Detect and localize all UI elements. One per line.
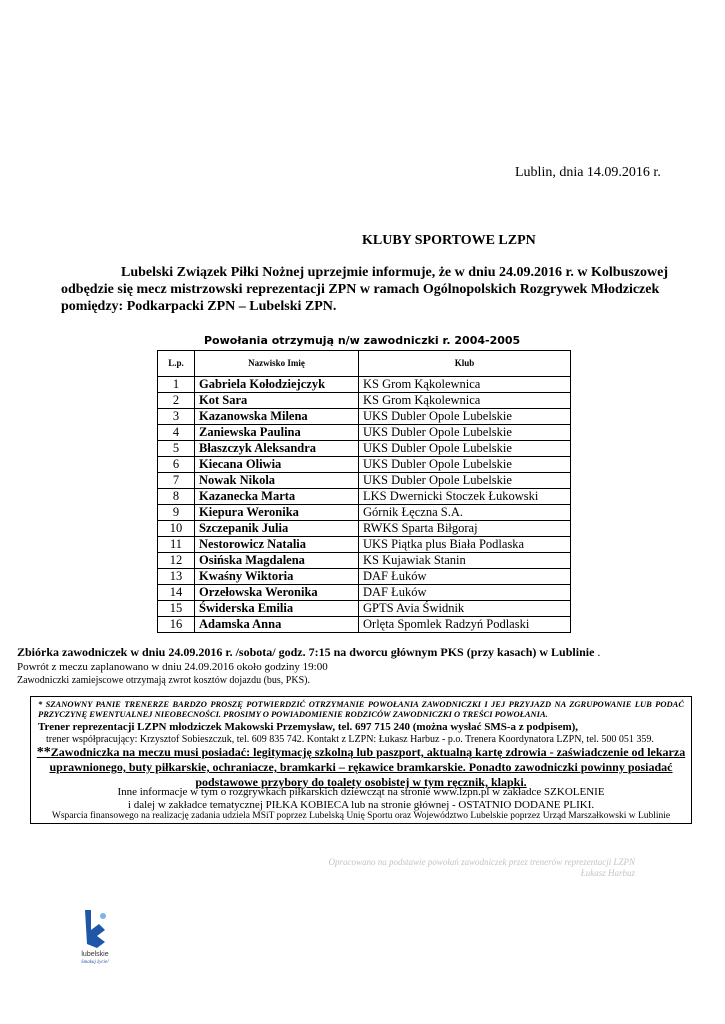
row-number: 12 <box>158 553 195 569</box>
player-club: UKS Dubler Opole Lubelskie <box>359 473 571 489</box>
player-name: Kot Sara <box>195 393 359 409</box>
lubelskie-logo <box>75 906 115 966</box>
player-name: Błaszczyk Aleksandra <box>195 441 359 457</box>
player-name: Kazanowska Milena <box>195 409 359 425</box>
player-club: UKS Dubler Opole Lubelskie <box>359 425 571 441</box>
intro-paragraph <box>61 264 701 315</box>
table-row <box>158 425 571 441</box>
document-date: Lublin, dnia 14.09.2016 r. <box>515 165 661 180</box>
player-club: Górnik Łęczna S.A. <box>359 505 571 521</box>
player-name: Nestorowicz Natalia <box>195 537 359 553</box>
row-number: 9 <box>158 505 195 521</box>
table-row <box>158 617 571 633</box>
player-club: KS Kujawiak Stanin <box>359 553 571 569</box>
costs-info: Zawodniczki zamiejscowe otrzymają zwrot kosztów dojazdu (bus, PKS). <box>17 675 310 686</box>
table-row <box>158 553 571 569</box>
gathering-text: Zbiórka zawodniczek w dniu 24.09.2016 r. /sobota/ godz. 7:15 na dworcu głównym PKS (przy kasach) w Lublinie <box>17 645 595 659</box>
info-line-2: i dalej w zakładce tematycznej PIŁKA KOBIECA lub na stronie głównej - OSTATNIO DODANE PLIKI. <box>127 799 595 811</box>
return-info: Powrót z meczu zaplanowano w dniu 24.09.2016 około godziny 19:00 <box>17 661 328 673</box>
player-club: KS Grom Kąkolewnica <box>359 377 571 393</box>
table-row <box>158 409 571 425</box>
player-club: UKS Dubler Opole Lubelskie <box>359 457 571 473</box>
row-number: 2 <box>158 393 195 409</box>
watermark <box>300 857 635 879</box>
player-name: Kiepura Weronika <box>195 505 359 521</box>
player-name: Gabriela Kołodziejczyk <box>195 377 359 393</box>
logo-dot <box>100 913 106 919</box>
table-row <box>158 505 571 521</box>
intro-text: Lubelski Związek Piłki Nożnej uprzejmie informuje, że w dniu 24.09.2016 r. w Kolbuszowej odbędzie się mecz mistrzowski reprezentacji ZPN w ramach Ogólnopolskich Rozgrywek Młodziczek pomiędzy: Podkarpacki ZPN – Lubelski ZPN. <box>61 265 669 314</box>
requirements <box>34 745 688 790</box>
row-number: 11 <box>158 537 195 553</box>
info-line-1: Inne informacje w tym o rozgrywkach piłkarskich dziewcząt na stronie www.lzpn.pl w zakładce SZKOLENIE <box>117 786 605 798</box>
requirements-stars: ** <box>36 745 51 760</box>
player-club: UKS Dubler Opole Lubelskie <box>359 409 571 425</box>
table-row <box>158 377 571 393</box>
player-name: Nowak Nikola <box>195 473 359 489</box>
watermark-line-1: Opracowano na podstawie powołań zawodniczek przez trenerów reprezentacji LZPN <box>328 857 635 867</box>
logo-text: lubelskie <box>81 951 109 958</box>
player-name: Kiecana Oliwia <box>195 457 359 473</box>
player-club: DAF Łuków <box>359 569 571 585</box>
row-number: 6 <box>158 457 195 473</box>
players-table <box>157 350 571 633</box>
player-club: GPTS Avia Świdnik <box>359 601 571 617</box>
row-number: 8 <box>158 489 195 505</box>
player-club: DAF Łuków <box>359 585 571 601</box>
player-club: KS Grom Kąkolewnica <box>359 393 571 409</box>
requirements-text: Zawodniczka na meczu musi posiadać: legitymację szkolną lub paszport, aktualną kartę zdrowia - zaświadczenie od lekarza uprawnionego, buty piłkarskie, ochraniacze, bramkarki – rękawice bramkarskie. Ponadto zawodniczki powinny posiadać podstawowe przybory do toalety osobistej w tym ręcznik, klapki. <box>49 745 686 789</box>
player-name: Adamska Anna <box>195 617 359 633</box>
coach-notice: * SZANOWNY PANIE TRENERZE BARDZO PROSZĘ POTWIERDZIĆ OTRZYMANIE POWOŁANIA ZAWODNICZKI I JEJ PRZYJAZD NA ZGRUPOWANIE LUB PODAĆ PRZYCZYNĘ EWENTUALNEJ NIEOBECNOŚCI. PROSIMY O POWIADOMIENIE RODZICÓW ZAWODNICZKI O TREŚCI POWOŁANIA. <box>38 699 684 719</box>
table-caption: Powołania otrzymują n/w zawodniczki r. 2004-2005 <box>204 334 521 347</box>
table-header-row <box>158 351 571 377</box>
player-club: UKS Piątka plus Biała Podlaska <box>359 537 571 553</box>
table-row <box>158 473 571 489</box>
row-number: 7 <box>158 473 195 489</box>
row-number: 16 <box>158 617 195 633</box>
player-name: Zaniewska Paulina <box>195 425 359 441</box>
player-name: Kwaśny Wiktoria <box>195 569 359 585</box>
header-name: Nazwisko Imię <box>195 351 359 377</box>
table-row <box>158 601 571 617</box>
table-row <box>158 569 571 585</box>
row-number: 14 <box>158 585 195 601</box>
row-number: 13 <box>158 569 195 585</box>
header-club: Klub <box>359 351 571 377</box>
table-row <box>158 585 571 601</box>
player-club: UKS Dubler Opole Lubelskie <box>359 441 571 457</box>
logo-tagline: Smakuj życie! <box>81 960 109 965</box>
table-body <box>158 377 571 633</box>
row-number: 4 <box>158 425 195 441</box>
trainer-contact: Trener reprezentacji LZPN młodziczek Makowski Przemysław, tel. 697 715 240 (można wysłać SMS-a z podpisem), <box>38 721 579 733</box>
row-number: 5 <box>158 441 195 457</box>
player-club: RWKS Sparta Biłgoraj <box>359 521 571 537</box>
row-number: 10 <box>158 521 195 537</box>
player-name: Orzełowska Weronika <box>195 585 359 601</box>
cotrainer-contact: trener współpracujący: Krzysztof Sobieszczuk, tel. 609 835 742. Kontakt z LZPN: Łukasz Harbuz - p.o. Trenera Koordynatora LZPN, tel. 500 051 359. <box>46 734 654 745</box>
player-name: Świderska Emilia <box>195 601 359 617</box>
row-number: 1 <box>158 377 195 393</box>
table-row <box>158 457 571 473</box>
gathering-info <box>17 645 600 660</box>
row-number: 15 <box>158 601 195 617</box>
player-club: LKS Dwernicki Stoczek Łukowski <box>359 489 571 505</box>
table-row <box>158 537 571 553</box>
addressee-heading: KLUBY SPORTOWE LZPN <box>362 233 536 248</box>
player-club: Orlęta Spomlek Radzyń Podlaski <box>359 617 571 633</box>
player-name: Szczepanik Julia <box>195 521 359 537</box>
player-name: Osińska Magdalena <box>195 553 359 569</box>
table-row <box>158 521 571 537</box>
row-number: 3 <box>158 409 195 425</box>
funding-note: Wsparcia finansowego na realizację zadania udziela MSiT poprzez Lubelską Unię Sportu oraz Województwo Lubelskie poprzez Urząd Marszałkowski w Lublinie <box>51 811 671 821</box>
more-info <box>34 786 688 812</box>
table-row <box>158 393 571 409</box>
watermark-line-2: Łukasz Harbuz <box>580 868 635 878</box>
player-name: Kazanecka Marta <box>195 489 359 505</box>
table-row <box>158 489 571 505</box>
header-lp: L.p. <box>158 351 195 377</box>
table-row <box>158 441 571 457</box>
gathering-end: . <box>594 645 601 659</box>
